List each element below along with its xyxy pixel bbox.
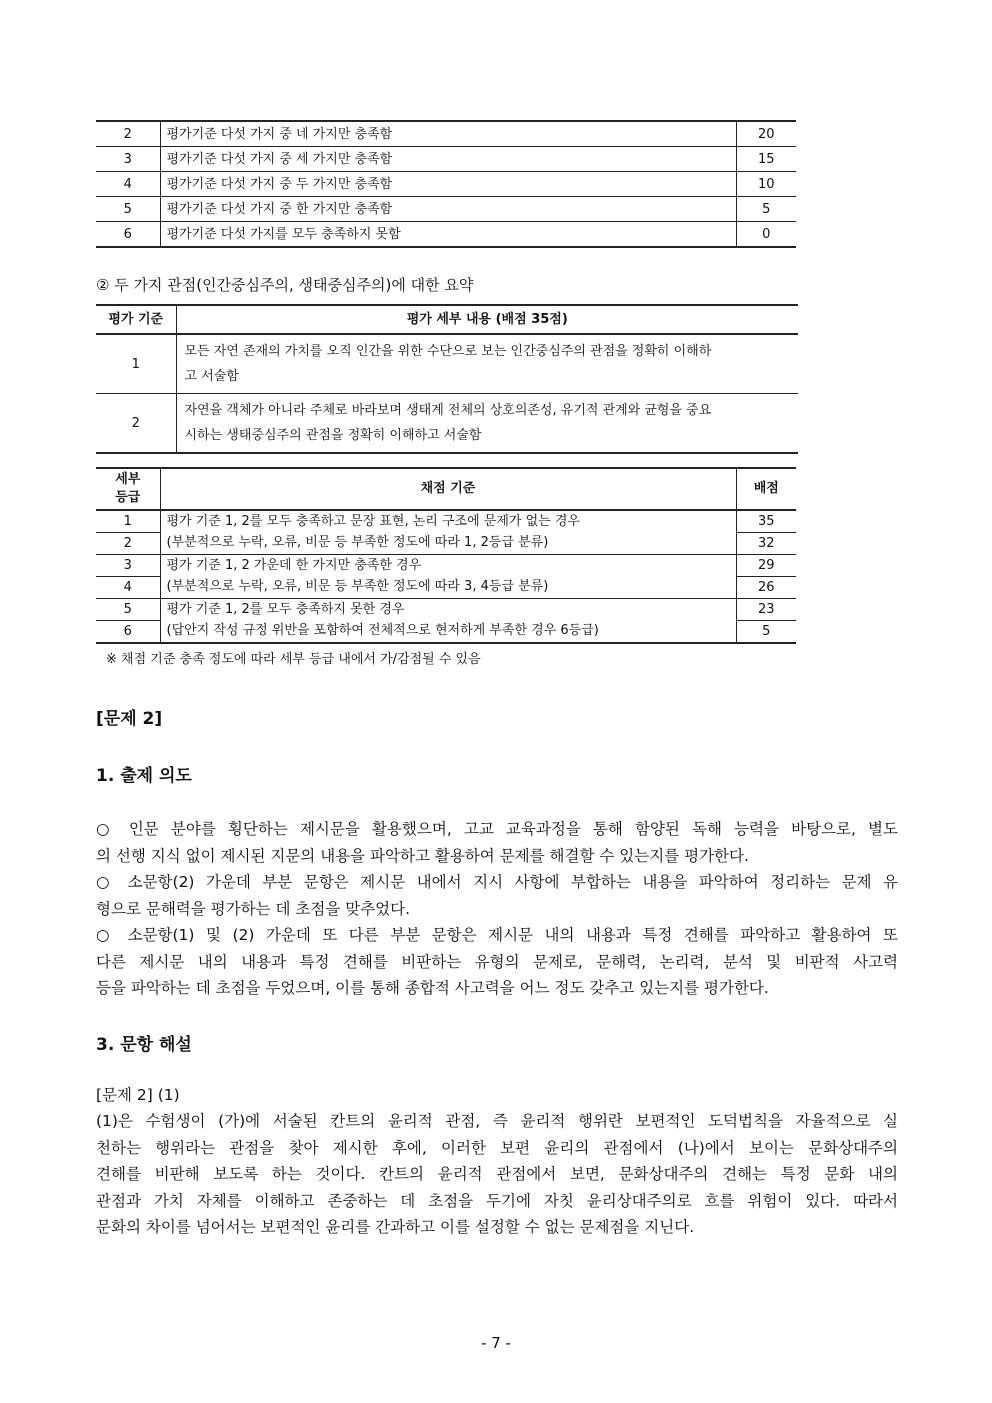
table-row xyxy=(96,533,796,555)
criterion-cell: 평가기준 다섯 가지 중 네 가지만 충족함 xyxy=(160,121,736,147)
scoring-text-cell: 평가 기준 1, 2를 모두 충족하지 못한 경우 xyxy=(160,599,736,621)
scoring-text-cell: (부분적으로 누락, 오류, 비문 등 부족한 정도에 따라 1, 2등급 분류) xyxy=(160,533,736,555)
paragraph-line: 등을 파악하는 데 초점을 두었으며, 이를 통해 종합적 사고력을 어느 정도 갖추고 있는지를 평가한다. xyxy=(96,979,769,997)
header-criterion: 평가 기준 xyxy=(96,305,176,334)
score-cell: 32 xyxy=(736,533,796,555)
table-row xyxy=(96,147,796,172)
grade-cell: 4 xyxy=(96,172,160,197)
criterion-number: 1 xyxy=(96,334,176,394)
section-2-title: ② 두 가지 관점(인간중심주의, 생태중심주의)에 대한 요약 xyxy=(96,276,474,294)
table-row xyxy=(96,222,796,248)
header-score: 배점 xyxy=(736,468,796,510)
score-cell: 0 xyxy=(736,222,796,248)
table-row xyxy=(96,621,796,644)
paragraph-line: 문화의 차이를 넘어서는 보편적인 윤리를 간과하고 이를 설정할 수 없는 문제점을 지닌다. xyxy=(96,1218,695,1236)
score-cell: 10 xyxy=(736,172,796,197)
score-cell: 20 xyxy=(736,121,796,147)
intent-heading: 1. 출제 의도 xyxy=(96,766,192,786)
score-cell: 26 xyxy=(736,577,796,599)
header-grade xyxy=(96,468,160,510)
criterion-detail xyxy=(176,334,798,394)
grade-cell: 4 xyxy=(96,577,160,599)
commentary-heading: 3. 문항 해설 xyxy=(96,1035,192,1055)
paragraph-line: 천하는 행위라는 관점을 찾아 제시한 후에, 이러한 보편 윤리의 관점에서 (나)에서 보이는 문화상대주의 xyxy=(96,1138,898,1157)
commentary-paragraph xyxy=(96,1108,898,1241)
table-row xyxy=(96,510,796,533)
criterion-cell: 평가기준 다섯 가지 중 한 가지만 충족함 xyxy=(160,197,736,222)
grading-table-1 xyxy=(96,120,796,248)
scoring-text-cell: (부분적으로 누락, 오류, 비문 등 부족한 정도에 따라 3, 4등급 분류) xyxy=(160,577,736,599)
page-number: - 7 - xyxy=(481,1334,511,1352)
criterion-number: 2 xyxy=(96,394,176,454)
paragraph-line: 의 선행 지식 없이 제시된 지문의 내용을 파악하고 활용하여 문제를 해결할 수 있는지를 평가한다. xyxy=(96,846,749,865)
criterion-cell: 평가기준 다섯 가지 중 두 가지만 충족함 xyxy=(160,172,736,197)
criterion-detail-line: 자연을 객체가 아니라 주체로 바라보며 생태계 전체의 상호의존성, 유기적 관계와 균형을 중요 xyxy=(184,403,712,418)
grade-cell: 2 xyxy=(96,533,160,555)
commentary-label: [문제 2] (1) xyxy=(96,1086,180,1104)
criterion-detail-line: 시하는 생태중심주의 관점을 정확히 이해하고 서술함 xyxy=(184,428,482,443)
criterion-cell: 평가기준 다섯 가지를 모두 충족하지 못함 xyxy=(160,222,736,248)
header-detail: 평가 세부 내용 (배점 35점) xyxy=(176,305,798,334)
table-row xyxy=(96,121,796,147)
scoring-note: ※ 채점 기준 충족 정도에 따라 세부 등급 내에서 가/감점될 수 있음 xyxy=(106,652,481,667)
paragraph-line: ○ 소문항(1) 및 (2) 가운데 또 다른 부분 문항은 제시문 내의 내용과 특정 견해를 파악하고 활용하여 또 xyxy=(96,926,898,944)
header-grade-line: 등급 xyxy=(115,490,141,505)
grade-cell: 3 xyxy=(96,147,160,172)
paragraph-line: ○ 인문 분야를 횡단하는 제시문을 활용했으며, 고교 교육과정을 통해 함양된 독해 능력을 바탕으로, 별도 xyxy=(96,820,898,838)
scoring-text-cell: 평가 기준 1, 2를 모두 충족하고 문장 표현, 논리 구조에 문제가 없는 경우 xyxy=(160,510,736,533)
criterion-cell: 평가기준 다섯 가지 중 세 가지만 충족함 xyxy=(160,147,736,172)
paragraph-line: 관점과 가치 자체를 이해하고 존중하는 데 초점을 두기에 자칫 윤리상대주의로 흐를 위험이 있다. 따라서 xyxy=(96,1191,898,1210)
grade-cell: 5 xyxy=(96,197,160,222)
criterion-detail-line: 고 서술함 xyxy=(184,369,239,384)
grade-cell: 3 xyxy=(96,555,160,577)
problem-2-label: [문제 2] xyxy=(96,709,163,729)
score-cell: 5 xyxy=(736,197,796,222)
paragraph-line: 형으로 문해력을 평가하는 데 초점을 맞추었다. xyxy=(96,899,411,918)
table-row xyxy=(96,577,796,599)
scoring-table xyxy=(96,467,796,644)
score-cell: 15 xyxy=(736,147,796,172)
grade-cell: 2 xyxy=(96,121,160,147)
table-row xyxy=(96,172,796,197)
grade-cell: 6 xyxy=(96,222,160,248)
score-cell: 23 xyxy=(736,599,796,621)
paragraph-line: (1)은 수험생이 (가)에 서술된 칸트의 윤리적 관점, 즉 윤리적 행위란 보편적인 도덕법칙을 자율적으로 실 xyxy=(96,1112,898,1130)
grade-cell: 6 xyxy=(96,621,160,644)
header-scoring-criterion: 채점 기준 xyxy=(160,468,736,510)
table-row xyxy=(96,555,796,577)
evaluation-criteria-table xyxy=(96,304,798,454)
paragraph-line: 다른 제시문 내의 내용과 특정 견해를 비판하는 유형의 문제로, 문해력, 논리력, 분석 및 비판적 사고력 xyxy=(96,952,898,971)
grade-cell: 5 xyxy=(96,599,160,621)
grade-cell: 1 xyxy=(96,510,160,533)
score-cell: 29 xyxy=(736,555,796,577)
header-grade-line: 세부 xyxy=(115,472,141,487)
criterion-detail xyxy=(176,394,798,454)
scoring-text-cell: (답안지 작성 규정 위반을 포함하여 전체적으로 현저하게 부족한 경우 6등급) xyxy=(160,621,736,644)
criterion-detail-line: 모든 자연 존재의 가치를 오직 인간을 위한 수단으로 보는 인간중심주의 관점을 정확히 이해하 xyxy=(184,344,712,359)
table-row xyxy=(96,599,796,621)
paragraph-line: 견해를 비판해 보도록 하는 것이다. 칸트의 윤리적 관점에서 보면, 문화상대주의 견해는 특정 문화 내의 xyxy=(96,1165,898,1183)
paragraph-line: ○ 소문항(2) 가운데 부분 문항은 제시문 내에서 지시 사항에 부합하는 내용을 파악하여 정리하는 문제 유 xyxy=(96,873,898,891)
score-cell: 5 xyxy=(736,621,796,644)
intent-paragraph xyxy=(96,816,898,1002)
scoring-text-cell: 평가 기준 1, 2 가운데 한 가지만 충족한 경우 xyxy=(160,555,736,577)
table-row xyxy=(96,197,796,222)
score-cell: 35 xyxy=(736,510,796,533)
